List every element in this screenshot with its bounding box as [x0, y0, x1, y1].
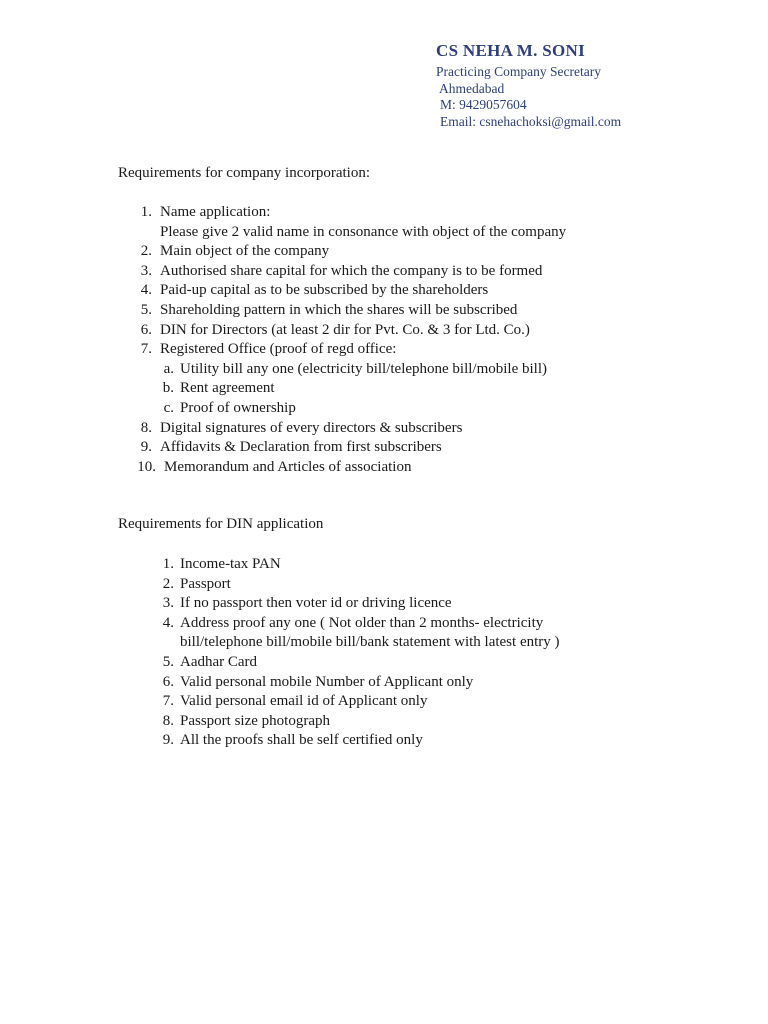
list-item [118, 614, 678, 634]
item-text: Please give 2 valid name in consonance with object of the company [160, 223, 567, 240]
item-text: Memorandum and Articles of association [164, 458, 412, 475]
item-number: 1. [162, 556, 174, 572]
item-text: Authorised share capital for which the company is to be formed [160, 262, 543, 279]
item-number: 2. [140, 243, 152, 260]
item-number: 2. [162, 575, 174, 592]
list-item [118, 633, 678, 653]
item-text: Income-tax PAN [180, 556, 281, 572]
author-name: CS NEHA M. SONI [436, 41, 586, 60]
item-number: 7. [162, 693, 174, 710]
author-title: Practicing Company Secretary [436, 64, 601, 79]
item-number: 7. [140, 341, 152, 358]
item-number: 6. [162, 673, 174, 690]
item-number: 10. [137, 458, 156, 475]
item-text: Main object of the company [160, 243, 330, 260]
item-text: Paid-up capital as to be subscribed by the shareholders [160, 282, 489, 299]
item-text: All the proofs shall be self certified only [180, 732, 423, 749]
list-item [118, 653, 678, 673]
list-item [118, 692, 678, 712]
incorporation-list [118, 203, 678, 477]
list-item [118, 242, 678, 262]
item-text: Digital signatures of every directors & subscribers [160, 419, 463, 436]
section1-heading: Requirements for company incorporation: [118, 165, 371, 181]
sub-list-item [118, 379, 678, 399]
list-item [118, 321, 678, 341]
item-text: Valid personal email id of Applicant only [180, 693, 428, 710]
sub-item-text: Utility bill any one (electricity bill/telephone bill/mobile bill) [180, 360, 548, 377]
list-item [118, 673, 678, 693]
list-item [118, 262, 678, 282]
item-text: Address proof any one ( Not older than 2 months- electricity [180, 614, 544, 631]
author-city: Ahmedabad [439, 80, 505, 96]
list-item [118, 555, 678, 575]
item-text: If no passport then voter id or driving licence [180, 595, 452, 612]
item-number: 3. [140, 262, 152, 279]
item-text: DIN for Directors (at least 2 dir for Pvt. Co. & 3 for Ltd. Co.) [160, 321, 530, 338]
sub-item-letter: c. [163, 399, 174, 416]
list-item [118, 281, 678, 301]
author-mobile: M: 9429057604 [440, 97, 527, 112]
item-text: Registered Office (proof of regd office: [160, 341, 397, 358]
list-item [118, 223, 678, 243]
sub-item-letter: a. [163, 360, 174, 377]
list-item [118, 340, 678, 360]
item-number: 9. [162, 732, 174, 749]
item-text: Name application: [160, 204, 271, 220]
item-number: 5. [140, 301, 152, 318]
list-item [118, 203, 678, 223]
item-text: Passport [180, 575, 231, 592]
item-number: 8. [140, 419, 152, 436]
letterhead [436, 40, 621, 130]
din-list [118, 555, 678, 751]
item-text: Valid personal mobile Number of Applicant only [180, 673, 474, 690]
item-text: bill/telephone bill/mobile bill/bank statement with latest entry ) [180, 634, 560, 651]
item-number: 6. [140, 321, 152, 338]
author-email: Email: csnehachoksi@gmail.com [440, 113, 622, 129]
item-text: Affidavits & Declaration from first subscribers [160, 439, 442, 456]
item-text: Aadhar Card [180, 653, 258, 670]
item-number: 4. [162, 614, 174, 631]
list-item [118, 712, 678, 732]
item-number: 9. [140, 439, 152, 456]
sub-item-text: Rent agreement [180, 380, 275, 397]
item-number: 8. [162, 712, 174, 729]
section2-heading: Requirements for DIN application [118, 516, 324, 532]
sub-list-item [118, 360, 678, 380]
item-number: 1. [140, 204, 152, 220]
sub-item-text: Proof of ownership [180, 399, 296, 416]
list-item [118, 458, 678, 478]
list-item [118, 594, 678, 614]
item-text: Passport size photograph [180, 712, 330, 729]
sub-item-letter: b. [162, 380, 174, 397]
list-item [118, 731, 678, 751]
list-item [118, 419, 678, 439]
item-number: 3. [162, 595, 174, 612]
list-item [118, 438, 678, 458]
list-item [118, 575, 678, 595]
item-number: 5. [162, 653, 174, 670]
item-text: Shareholding pattern in which the shares will be subscribed [160, 301, 518, 318]
sub-list-item [118, 399, 678, 419]
list-item [118, 301, 678, 321]
item-number: 4. [140, 282, 152, 299]
